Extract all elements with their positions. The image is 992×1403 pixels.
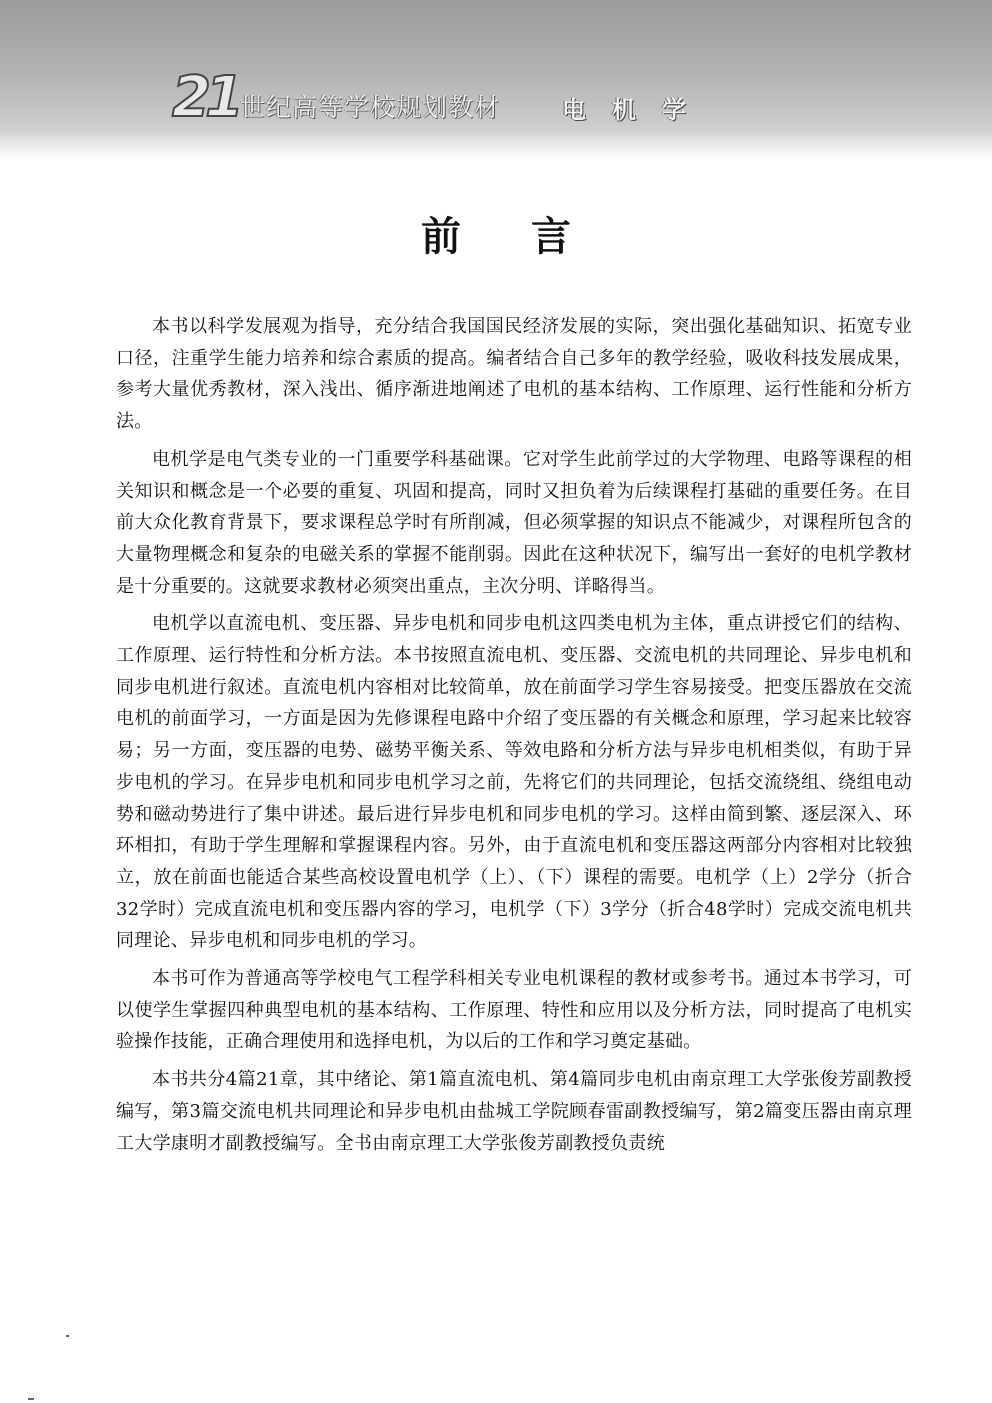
scan-speck [28,1398,34,1400]
series-number-logo: 21 [172,65,238,130]
series-title: 世纪高等学校规划教材 [240,93,501,122]
page-heading: 前言 [421,213,641,260]
paragraph-5: 本书共分4篇21章，其中绪论、第1篇直流电机、第4篇同步电机由南京理工大学张俊芳副教授编写，第3篇交流电机共同理论和异步电机由盐城工学院顾春雷副教授编写，第2篇变压器由南京理工大学康明才副教授编写。全书由南京理工大学张俊芳副教授负责统 [116,1069,912,1154]
scan-speck [66,1335,69,1337]
book-title: 电机学 [562,96,712,124]
paragraph-3: 电机学以直流电机、变压器、异步电机和同步电机这四类电机为主体，重点讲授它们的结构、工作原理、运行特性和分析方法。本书按照直流电机、变压器、交流电机的共同理论、异步电机和同步电机进行叙述。直流电机内容相对比较简单，放在前面学习学生容易接受。把变压器放在交流电机的前面学习，一方面是因为先修课程电路中介绍了变压器的有关概念和原理，学习起来比较容易；另一方面，变压器的电势、磁势平衡关系、等效电路和分析方法与异步电机相类似，有助于异步电机的学习。在异步电机和同步电机学习之前，先将它们的共同理论，包括交流绕组、绕组电动势和磁动势进行了集中讲述。最后进行异步电机和同步电机的学习。这样由简到繁、逐层深入、环环相扣，有助于学生理解和掌握课程内容。另外，由于直流电机和变压器这两部分内容相对比较独立，放在前面也能适合某些高校设置电机学（上）、（下）课程的需要。电机学（上）2学分（折合32学时）完成直流电机和变压器内容的学习，电机学（下）3学分（折合48学时）完成交流电机共同理论、异步电机和同步电机的学习。 [116,613,912,952]
paragraph-1: 本书以科学发展观为指导，充分结合我国国民经济发展的实际，突出强化基础知识、拓宽专业口径，注重学生能力培养和综合素质的提高。编者结合自己多年的教学经验，吸收科技发展成果，参考大量优秀教材，深入浅出、循序渐进地阐述了电机的基本结构、工作原理、运行性能和分析方法。 [116,316,912,433]
paragraph-4: 本书可作为普通高等学校电气工程学科相关专业电机课程的教材或参考书。通过本书学习，可以使学生掌握四种典型电机的基本结构、工作原理、特性和应用以及分析方法，同时提高了电机实验操作技能，正确合理使用和选择电机，为以后的工作和学习奠定基础。 [116,968,912,1053]
paragraph-2: 电机学是电气类专业的一门重要学科基础课。它对学生此前学过的大学物理、电路等课程的相关知识和概念是一个必要的重复、巩固和提高，同时又担负着为后续课程打基础的重要任务。在目前大众化教育背景下，要求课程总学时有所削减，但必须掌握的知识点不能减少，对课程所包含的大量物理概念和复杂的电磁关系的掌握不能削弱。因此在这种状况下，编写出一套好的电机学教材是十分重要的。这就要求教材必须突出重点，主次分明、详略得当。 [116,448,912,597]
preface-body [116,311,912,1165]
header-band [0,0,992,160]
